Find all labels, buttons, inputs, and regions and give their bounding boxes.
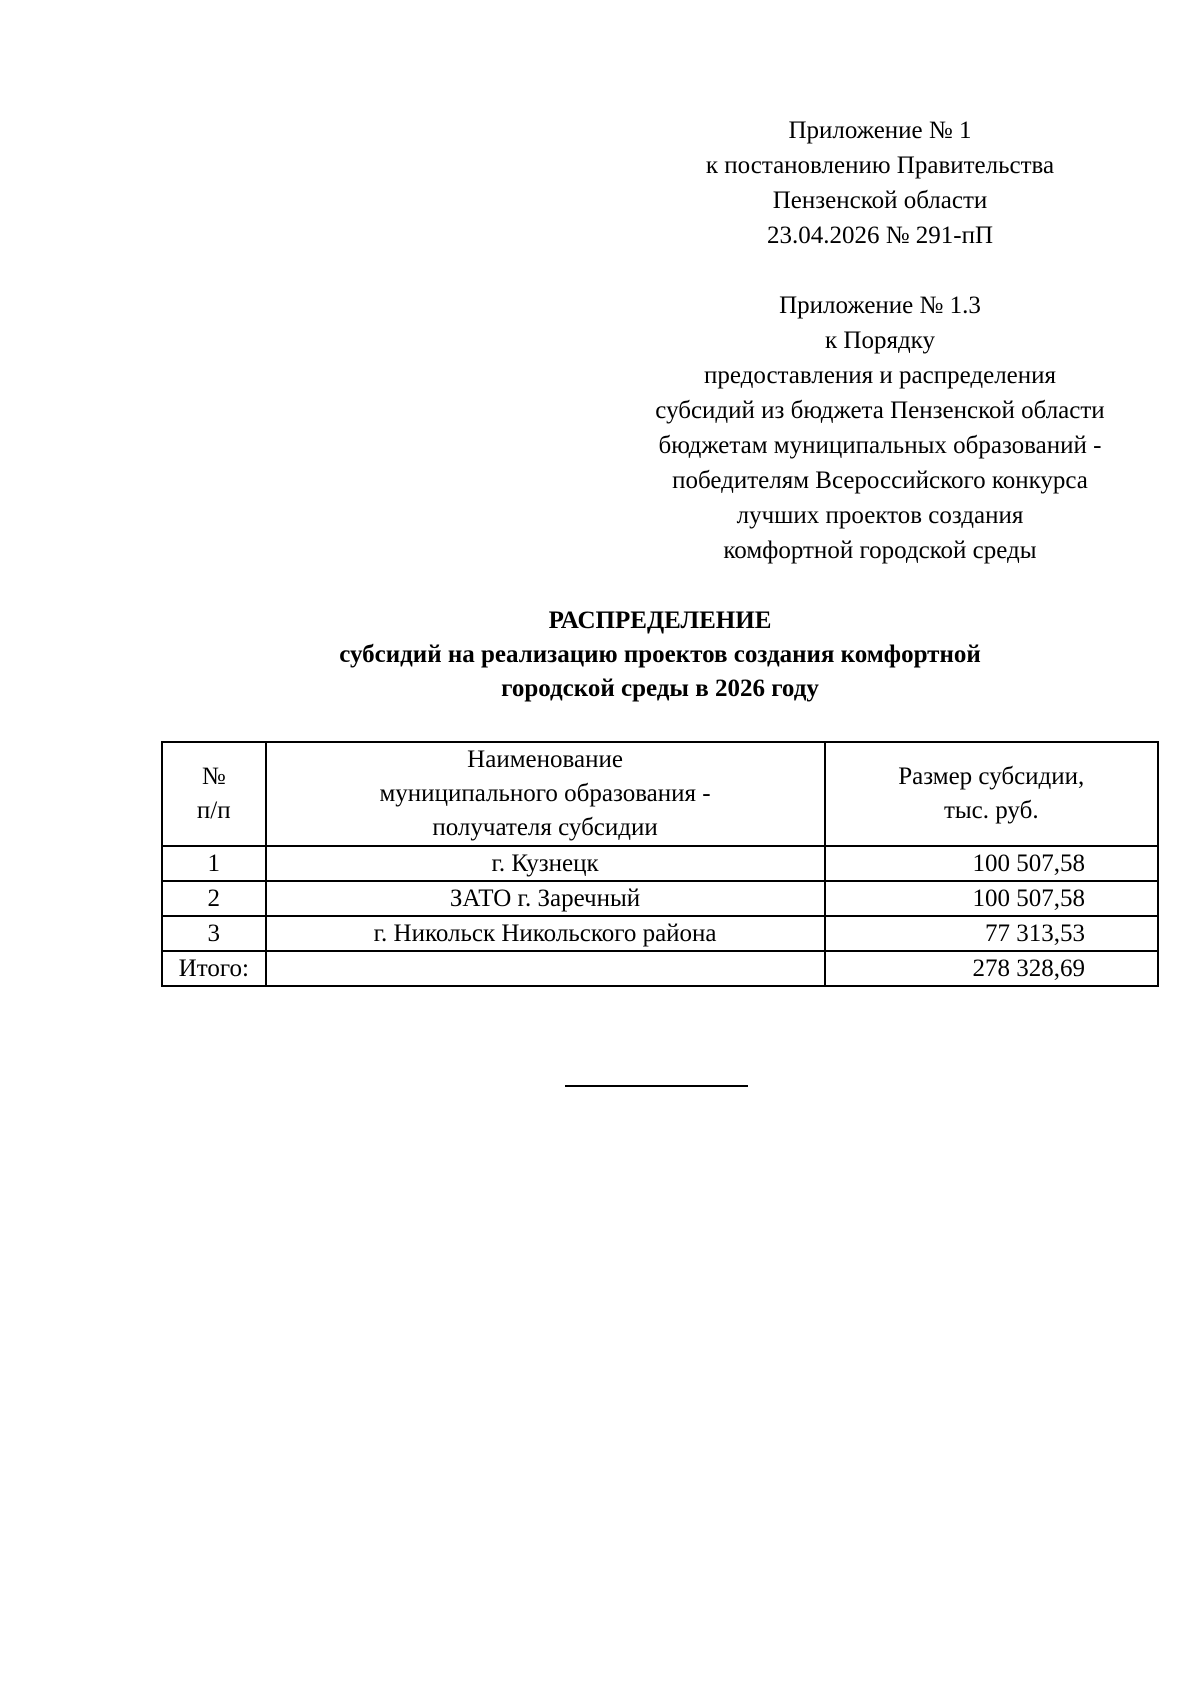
table-header-row xyxy=(162,742,1158,846)
header-num-line-1: № xyxy=(201,763,226,790)
appendix-1-line: Пензенской области xyxy=(772,187,988,214)
total-row xyxy=(162,951,1158,986)
table-row xyxy=(162,846,1158,881)
row-num: 1 xyxy=(162,846,266,881)
row-num: 3 xyxy=(162,916,266,951)
end-of-document-rule xyxy=(565,1085,748,1087)
appendix-1-3-line: комфортной городской среды xyxy=(723,537,1037,564)
header-num xyxy=(162,742,266,846)
header-name-line-1: Наименование xyxy=(467,746,623,773)
appendix-1-3-line: бюджетам муниципальных образований - xyxy=(658,432,1102,459)
total-name xyxy=(266,951,825,986)
appendix-1-3-line: предоставления и распределения xyxy=(703,362,1057,389)
title-heading: РАСПРЕДЕЛЕНИЕ xyxy=(548,607,772,634)
header-amount xyxy=(825,742,1158,846)
appendix-1-3-line: субсидий из бюджета Пензенской области xyxy=(655,397,1105,424)
appendix-1-3-line: Приложение № 1.3 xyxy=(779,292,981,319)
appendix-1-3-line: к Порядку xyxy=(825,327,935,354)
appendix-1-header xyxy=(600,113,1160,253)
header-name-line-3: получателя субсидии xyxy=(432,814,658,841)
row-amount: 100 507,58 xyxy=(825,846,1158,881)
appendix-1-3-line: лучших проектов создания xyxy=(736,502,1024,529)
appendix-1-line: к постановлению Правительства xyxy=(705,152,1055,179)
row-name: г. Кузнецк xyxy=(266,846,825,881)
header-name-line-2: муниципального образования - xyxy=(379,780,711,807)
header-amount-line-1: Размер субсидии, xyxy=(898,763,1085,790)
title-subtitle-line-1: субсидий на реализацию проектов создания комфортной xyxy=(339,641,981,668)
table-row xyxy=(162,881,1158,916)
title-subtitle-line-2: городской среды в 2026 году xyxy=(501,675,819,702)
row-num: 2 xyxy=(162,881,266,916)
document-title xyxy=(160,604,1160,706)
row-amount: 77 313,53 xyxy=(825,916,1158,951)
total-label: Итого: xyxy=(162,951,266,986)
distribution-table xyxy=(161,741,1159,987)
header-amount-line-2: тыс. руб. xyxy=(943,797,1039,824)
appendix-1-line: 23.04.2026 № 291-пП xyxy=(766,222,994,249)
row-name: г. Никольск Никольского района xyxy=(266,916,825,951)
header-num-line-2: п/п xyxy=(196,797,231,824)
row-amount: 100 507,58 xyxy=(825,881,1158,916)
appendix-1-3-header xyxy=(600,288,1160,568)
row-name: ЗАТО г. Заречный xyxy=(266,881,825,916)
header-name xyxy=(266,742,825,846)
appendix-1-3-line: победителям Всероссийского конкурса xyxy=(672,467,1088,494)
table-row xyxy=(162,916,1158,951)
appendix-1-line: Приложение № 1 xyxy=(788,117,972,144)
total-amount: 278 328,69 xyxy=(825,951,1158,986)
